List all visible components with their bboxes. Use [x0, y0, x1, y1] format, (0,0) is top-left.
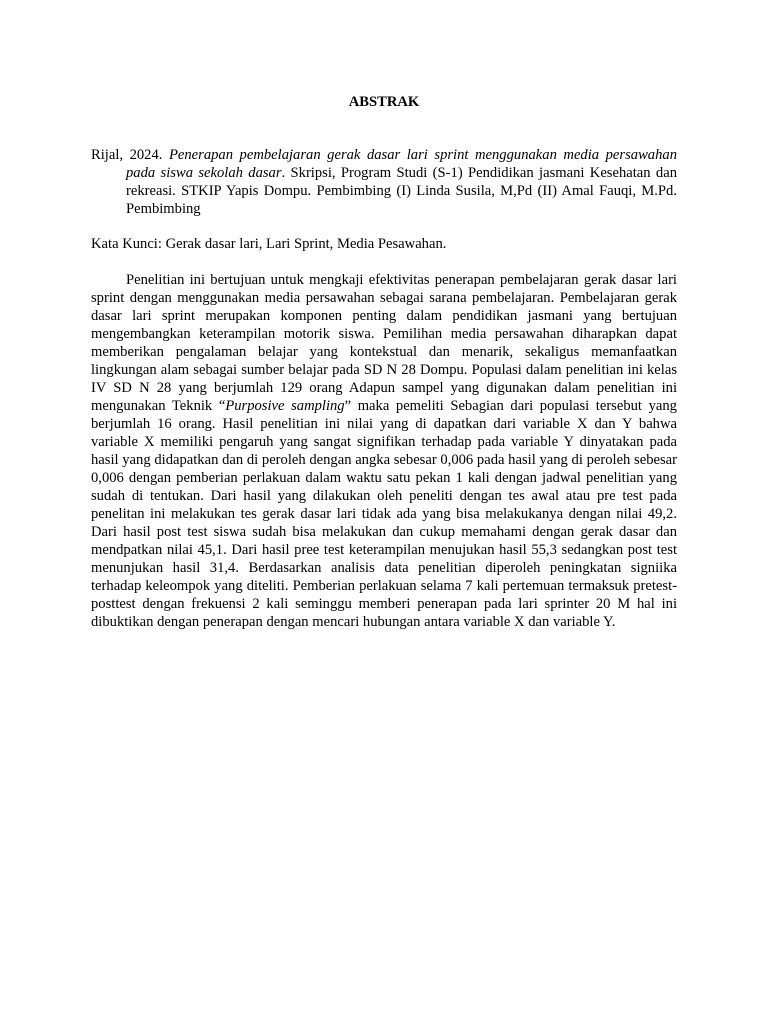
citation-author-year: Rijal, 2024.	[91, 147, 169, 163]
keywords-line: Kata Kunci: Gerak dasar lari, Lari Sprint, Media Pesawahan.	[91, 236, 447, 252]
abstract-body-part-1: Penelitian ini bertujuan untuk mengkaji efektivitas penerapan pembelajaran gerak dasar lari sprint dengan menggunakan media persawahan sebagai sarana pembelajaran. Pembelajaran gerak dasar lari sprint merupakan komponen penting dalam pendidikan jasmani yang bertujuan mengembangkan keterampilan motorik siswa. Pemilihan media persawahan diharapkan dapat memberikan pengalaman belajar yang kontekstual dan menarik, sekaligus memanfaatkan lingkungan alam sebagai sumber belajar pada SD N 28 Dompu. Populasi dalam penelitian ini kelas IV SD N 28 yang berjumlah 129 orang Adapun sampel yang digunakan dalam penelitian ini mengunakan Teknik “	[91, 272, 677, 414]
abstract-body-emphasis: Purposive sampling	[225, 398, 345, 414]
citation-work-title: Penerapan pembelajaran gerak dasar lari sprint menggunakan media persawahan pada siswa sekolah dasar	[126, 147, 677, 181]
citation-paragraph	[91, 146, 677, 218]
abstract-body-part-2: ” maka pemeliti Sebagian dari populasi tersebut yang berjumlah 16 orang. Hasil penelitian ini nilai yang di dapatkan dari variable X dan Y bahwa variable X memiliki pengaruh yang sangat signifikan terhadap pada variable Y dinyatakan pada hasil yang didapatkan dan di peroleh dengan angka sebesar 0,006 pada hasil yang di peroleh sebesar 0,006 dengan pemberian perlakuan dalam waktu satu pekan 1 kali dengan jadwal penelitian yang sudah di tentukan. Dari hasil yang dilakukan oleh peneliti dengan tes awal atau pre test pada penelitan ini melakukan tes gerak dasar lari tidak ada yang bisa melakukanya dengan nilai 49,2. Dari hasil post test siswa sudah bisa melakukan dan cukup memahami dengan gerak dasar dan mendpatkan nilai 45,1. Dari hasil pree test keterampilan menujukan hasil 55,3 sedangkan post test menunjukan hasil 31,4. Berdasarkan analisis data penelitian diperoleh peningkatan signiika terhadap keleompok yang diteliti. Pemberian perlakuan selama 7 kali pertemuan termaksuk pretest-posttest dengan frekuensi 2 kali seminggu memberi penerapan pada lari sprinter 20 M hal ini dibuktikan dengan penerapan dengan mencari hubungan antara variable X dan variable Y.	[91, 398, 677, 630]
citation-details: . Skripsi, Program Studi (S-1) Pendidikan jasmani Kesehatan dan rekreasi. STKIP Yapis Dompu. Pembimbing (I) Linda Susila, M,Pd (II) Amal Fauqi, M.Pd. Pembimbing	[126, 165, 677, 217]
document-page	[91, 93, 677, 631]
abstract-body-paragraph	[91, 271, 677, 631]
page-title: ABSTRAK	[348, 94, 420, 110]
